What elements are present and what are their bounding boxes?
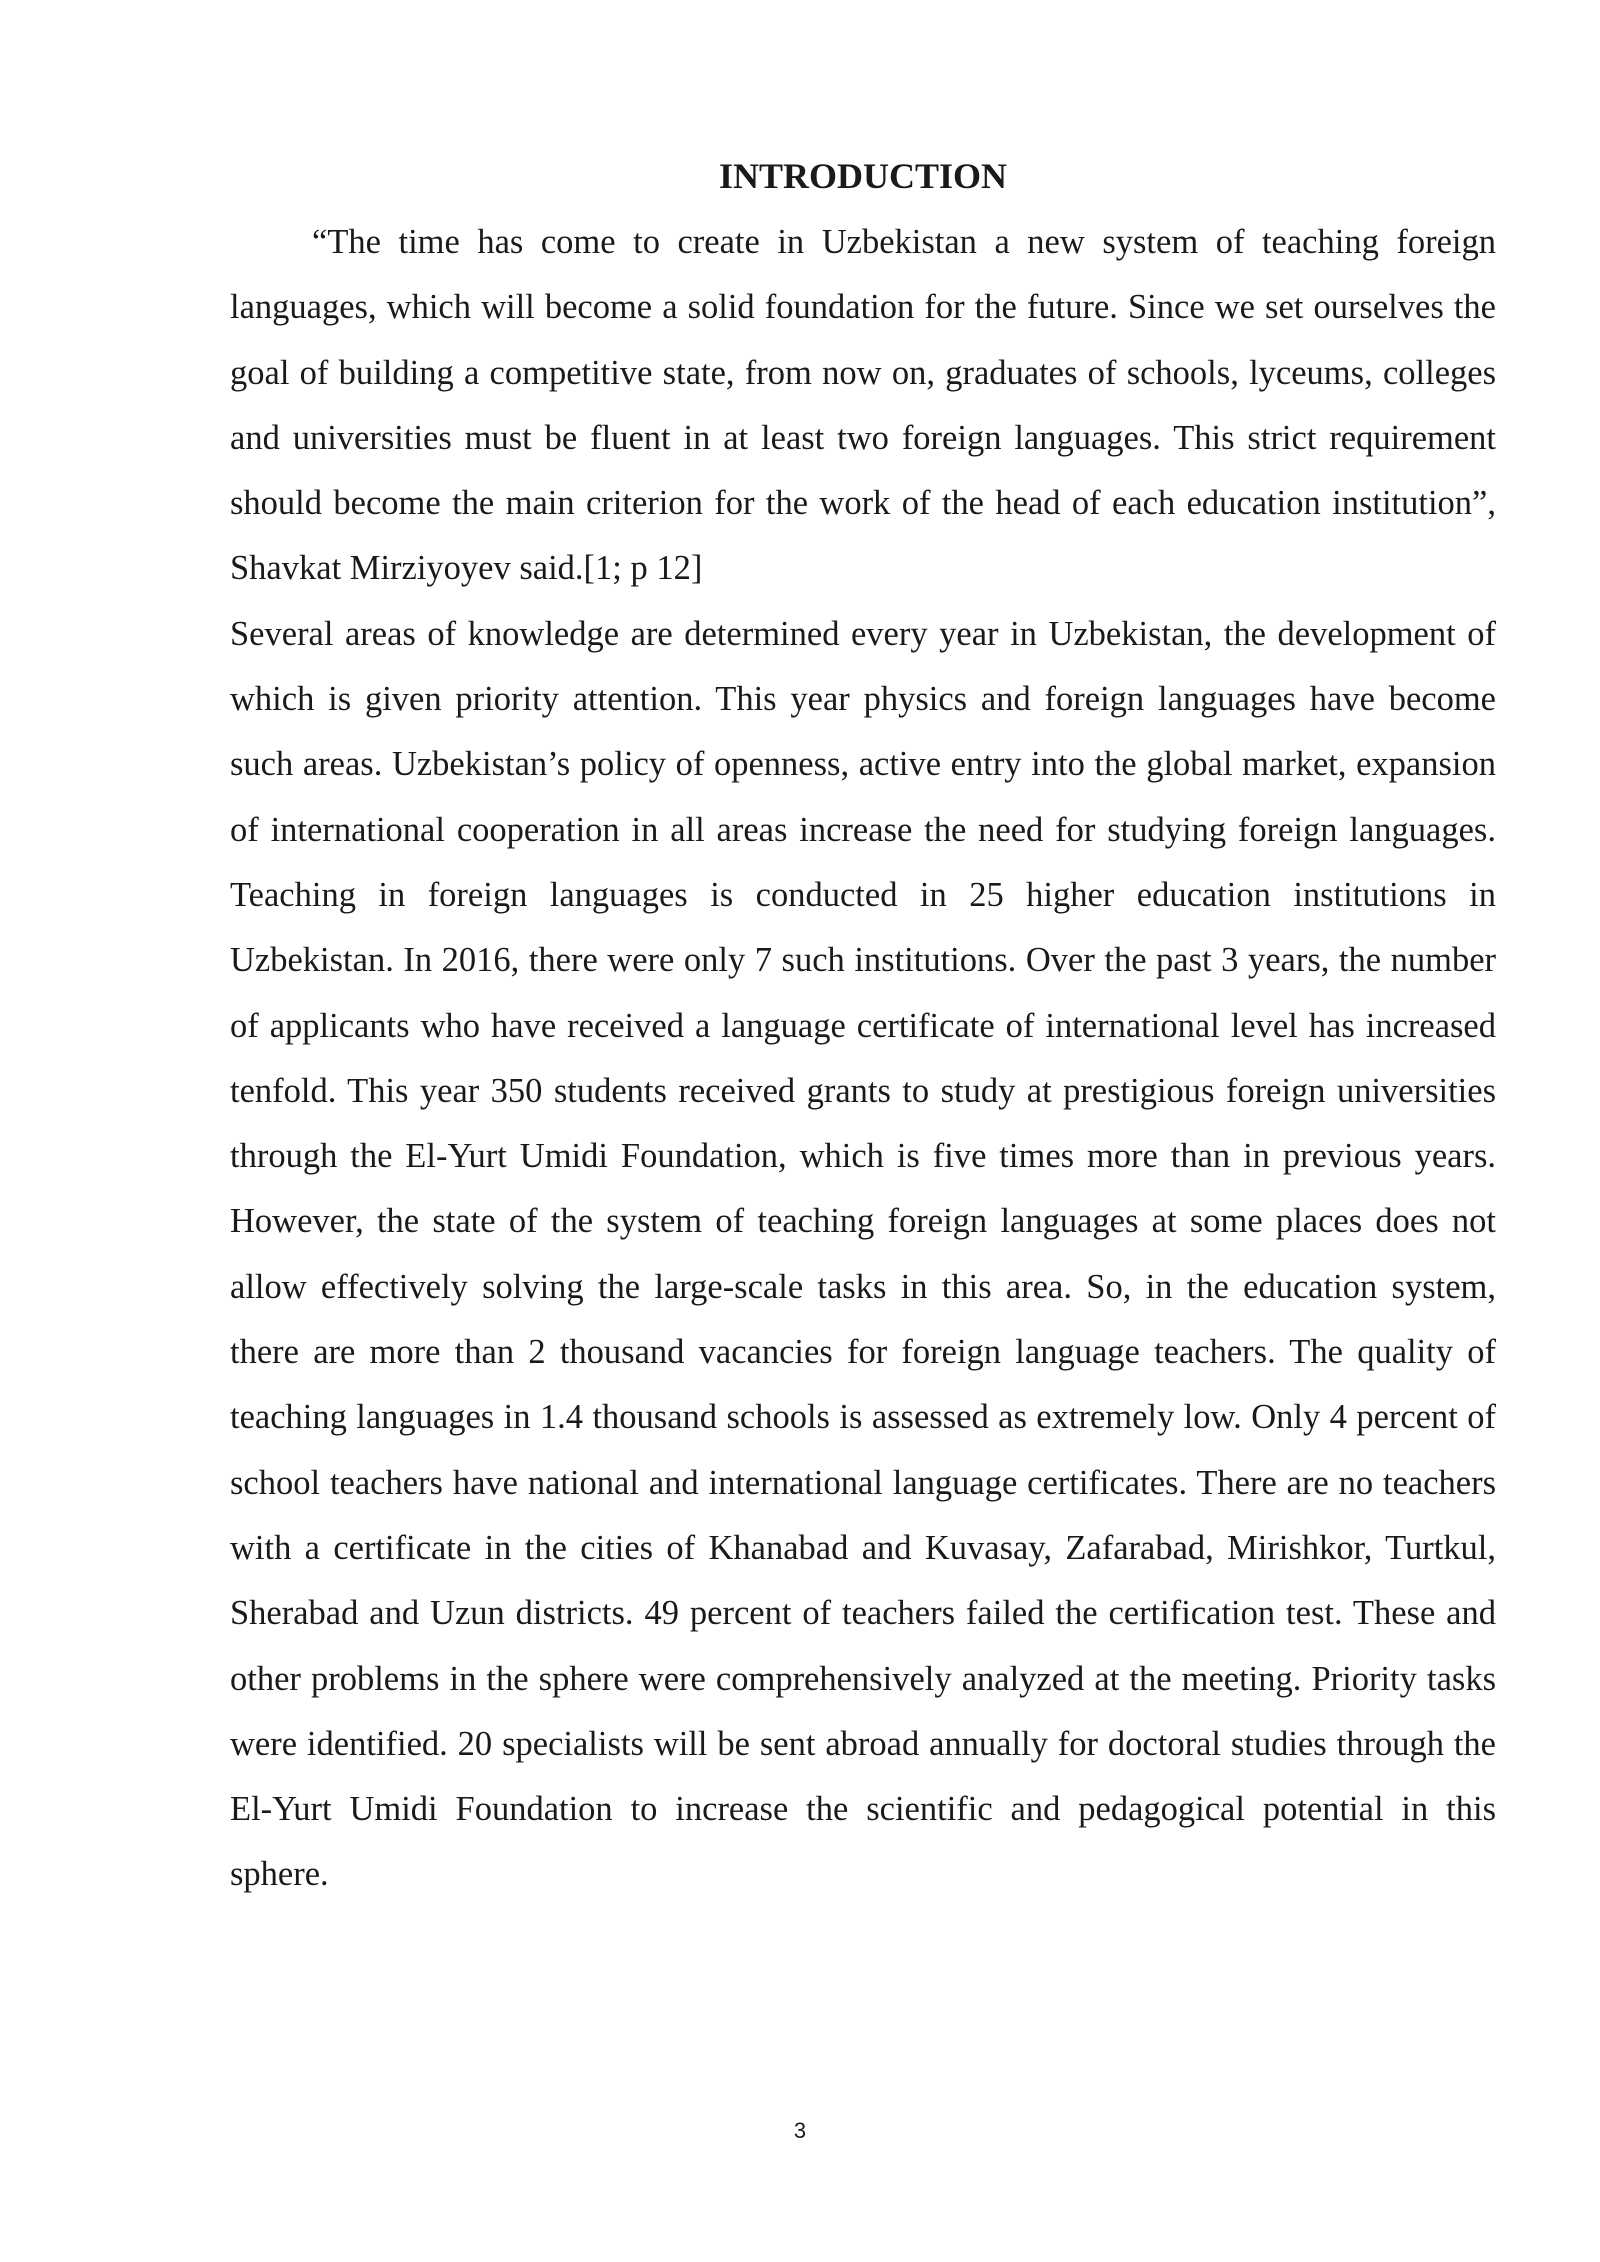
page-title: INTRODUCTION [718,156,1008,196]
body-text [230,210,1496,1908]
paragraph-main: Several areas of knowledge are determined every year in Uzbekistan, the development of which is given priority attention. This year physics and foreign languages have become such areas. Uzbekistan’s policy of openness, active entry into the global market, expansion of international cooperation in all areas increase the need for studying foreign languages. Teaching in foreign languages is conducted in 25 higher education institutions in Uzbekistan. In 2016, there were only 7 such institutions. Over the past 3 years, the number of applicants who have received a language certificate of international level has increased tenfold. This year 350 students received grants to study at prestigious foreign universities through the El-Yurt Umidi Foundation, which is five times more than in previous years. However, the state of the system of teaching foreign languages at some places does not allow effectively solving the large-scale tasks in this area. So, in the education system, there are more than 2 thousand vacancies for foreign language teachers. The quality of teaching languages in 1.4 thousand schools is assessed as extremely low. Only 4 percent of school teachers have national and international language certificates. There are no teachers with a certificate in the cities of Khanabad and Kuvasay, Zafarabad, Mirishkor, Turtkul, Sherabad and Uzun districts. 49 percent of teachers failed the certification test. These and other problems in the sphere were comprehensively analyzed at the meeting. Priority tasks were identified. 20 specialists will be sent abroad annually for doctoral studies through the El-Yurt Umidi Foundation to increase the scientific and pedagogical potential in this sphere. [230,614,1496,1894]
paragraph-quote: “The time has come to create in Uzbekistan a new system of teaching foreign languages, which will become a solid foundation for the future. Since we set ourselves the goal of building a competitive state, from now on, graduates of schools, lyceums, colleges and universities must be fluent in at least two foreign languages. This strict requirement should become the main criterion for the work of the head of each education institution”, Shavkat Mirziyoyev said.[1; p 12] [230,223,1496,588]
page-number: 3 [793,2118,807,2143]
